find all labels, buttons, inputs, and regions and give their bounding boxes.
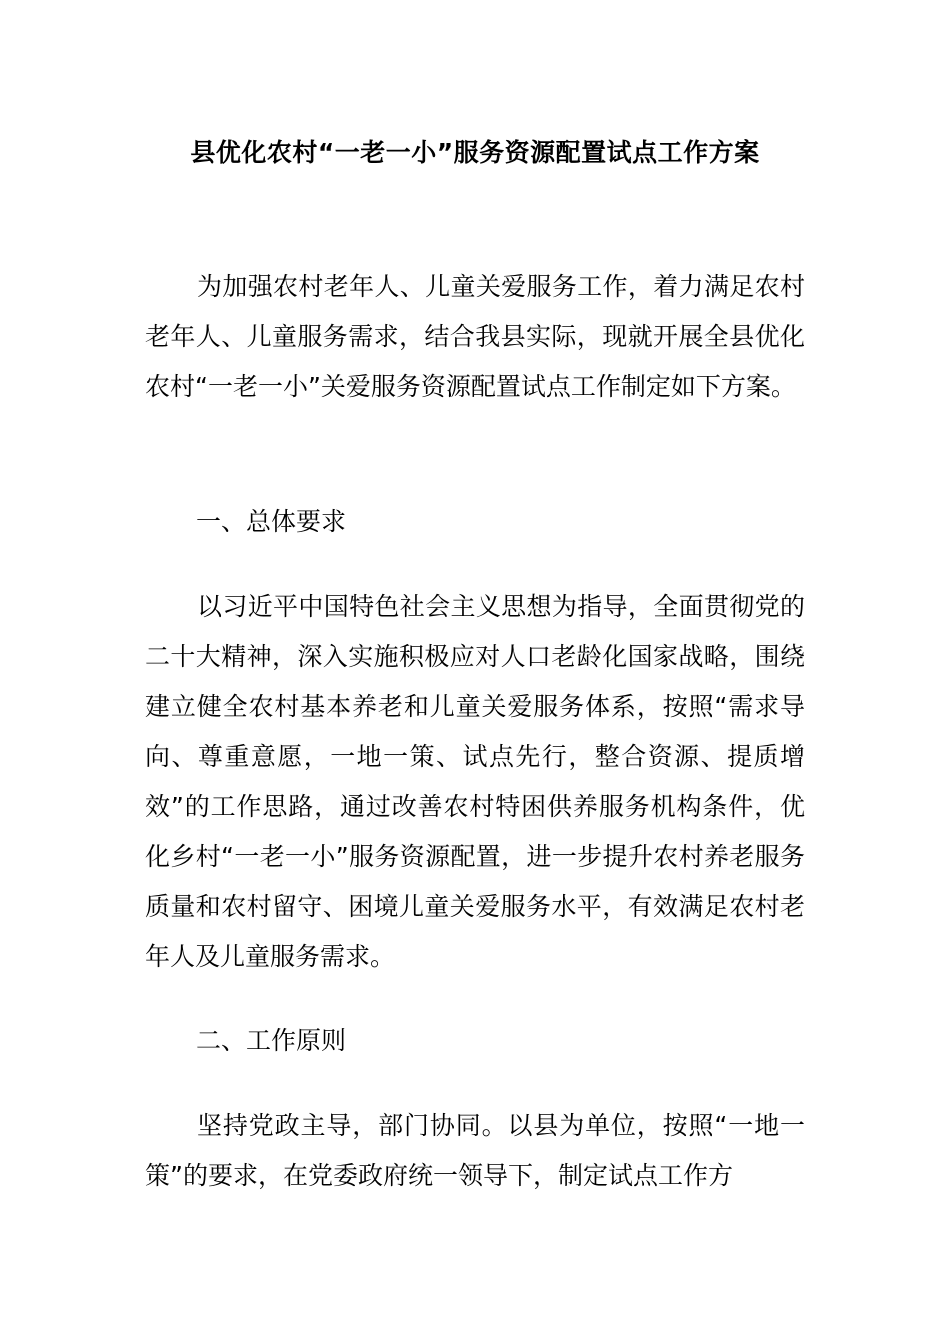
work-principles-paragraph: 坚持党政主导，部门协同。以县为单位，按照“一地一策”的要求，在党委政府统一领导下，制定试点工作方 (145, 1111, 805, 1190)
document-title: 县优化农村“一老一小”服务资源配置试点工作方案 (190, 138, 760, 167)
section-heading-general-requirements: 一、总体要求 (196, 507, 347, 536)
general-requirements-paragraph: 以习近平中国特色社会主义思想为指导，全面贯彻党的二十大精神，深入实施积极应对人口老龄化国家战略，围绕建立健全农村基本养老和儿童关爱服务体系，按照“需求导向、尊重意愿，一地一策、试点先行，整合资源、提质增效”的工作思路，通过改善农村特困供养服务机构条件，优化乡村“一老一小”服务资源配置，进一步提升农村养老服务质量和农村留守、困境儿童关爱服务水平，有效满足农村老年人及儿童服务需求。 (145, 592, 805, 971)
section-heading-work-principles: 二、工作原则 (196, 1026, 347, 1055)
intro-paragraph: 为加强农村老年人、儿童关爱服务工作，着力满足农村老年人、儿童服务需求，结合我县实际，现就开展全县优化农村“一老一小”关爱服务资源配置试点工作制定如下方案。 (145, 272, 805, 401)
